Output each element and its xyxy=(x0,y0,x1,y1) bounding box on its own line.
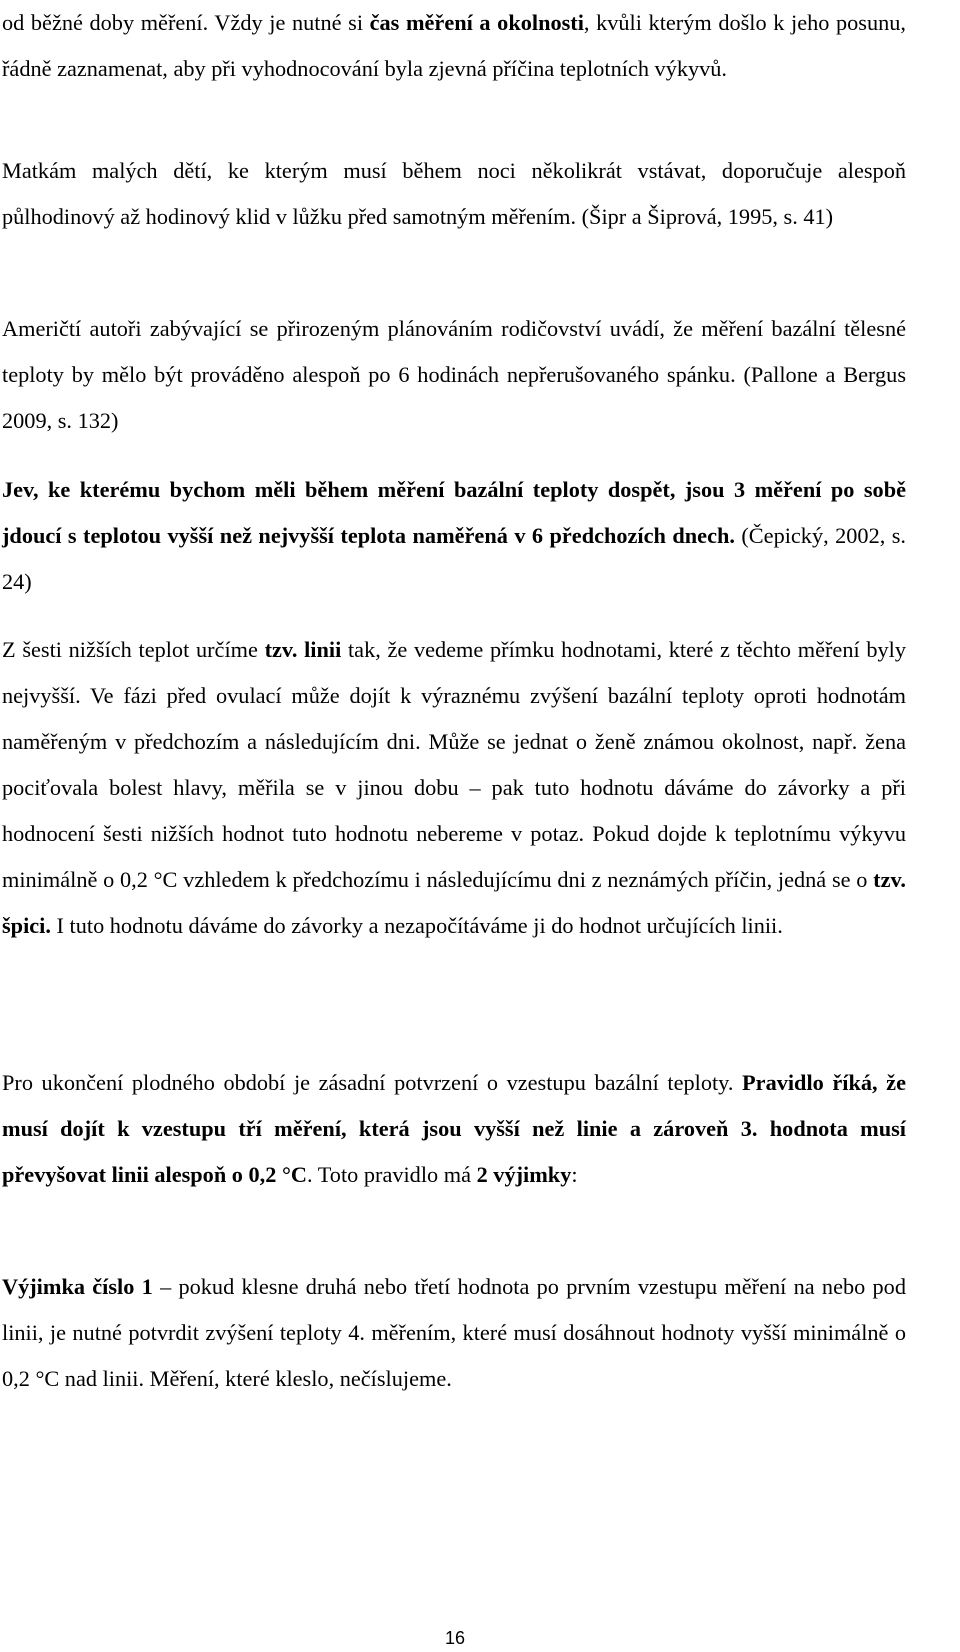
bold-text-segment: Jev, ke kterému bychom měli během měření bazální teploty dospět, jsou 3 měření po sobě jdoucí s teplotou vyšší než nejvyšší teplota naměřená v 6 předchozích dnech. xyxy=(2,477,906,548)
text-segment: Američtí autoři zabývající se přirozeným plánováním rodičovství uvádí, že měření bazální tělesné teploty by mělo být prováděno alespoň po 6 hodinách nepřerušovaného spánku. (Pallone a Bergus 2009, s. 132) xyxy=(2,316,906,433)
text-segment: Z šesti nižších teplot určíme xyxy=(2,637,265,662)
text-segment: tak, že vedeme přímku hodnotami, které z těchto měření byly nejvyšší. Ve fázi před ovulací může dojít k výraznému zvýšení bazální teploty oproti hodnotám naměřeným v předchozím a následujícím dni. Může se jednat o ženě známou okolnost, např. žena pociťovala bolest hlavy, měřila se v jinou dobu – pak tuto hodnotu dáváme do závorky a při hodnocení šesti nižších hodnot tuto hodnotu nebereme v potaz. Pokud dojde k teplotnímu výkyvu minimálně o 0,2 °C vzhledem k předchozímu i následujícímu dni z neznámých příčin, jedná se o xyxy=(2,637,906,892)
text-segment: , kvůli kterým došlo k jeho posunu, řádně zaznamenat, aby při vyhodnocování byla zjevná příčina teplotních výkyvů. xyxy=(2,10,906,81)
bold-text-segment: tzv. špici. xyxy=(2,867,906,938)
text-segment: (Čepický, 2002, s. 24) xyxy=(2,523,906,594)
paragraph-mothers-rest xyxy=(2,148,906,240)
text-segment: . Toto pravidlo má xyxy=(307,1162,477,1187)
page-number: 16 xyxy=(444,1628,466,1648)
paragraph-american-authors xyxy=(2,306,906,444)
bold-text-segment: Výjimka číslo 1 xyxy=(2,1274,153,1299)
text-segment: I tuto hodnotu dáváme do závorky a nezapočítáváme ji do hodnot určujících linii. xyxy=(50,913,783,938)
text-segment: – pokud klesne druhá nebo třetí hodnota po prvním vzestupu měření na nebo pod linii, je nutné potvrdit zvýšení teploty 4. měřením, které musí dosáhnout hodnoty vyšší minimálně o 0,2 °C nad linii. Měření, které kleslo, nečíslujeme. xyxy=(2,1274,906,1391)
bold-text-segment: tzv. linii xyxy=(264,637,342,662)
paragraph-line-definition xyxy=(2,627,906,949)
bold-text-segment: Pravidlo říká, že musí dojít k vzestupu tří měření, která jsou vyšší než linie a zároveň 3. hodnota musí převyšovat linii alespoň o 0,2 °C xyxy=(2,1070,906,1187)
paragraph-phenomenon xyxy=(2,467,906,605)
paragraph-rule xyxy=(2,1060,906,1198)
bold-text-segment: čas měření a okolnosti xyxy=(369,10,584,35)
bold-text-segment: 2 výjimky xyxy=(476,1162,572,1187)
paragraph-measurement-time xyxy=(2,0,906,92)
text-segment: od běžné doby měření. Vždy je nutné si xyxy=(2,10,370,35)
text-segment: : xyxy=(571,1162,578,1187)
paragraph-exception-1 xyxy=(2,1264,906,1402)
text-segment: Matkám malých dětí, ke kterým musí během noci několikrát vstávat, doporučuje alespoň půlhodinový až hodinový klid v lůžku před samotným měřením. (Šipr a Šiprová, 1995, s. 41) xyxy=(2,158,906,229)
text-segment: Pro ukončení plodného období je zásadní potvrzení o vzestupu bazální teploty. xyxy=(2,1070,743,1095)
